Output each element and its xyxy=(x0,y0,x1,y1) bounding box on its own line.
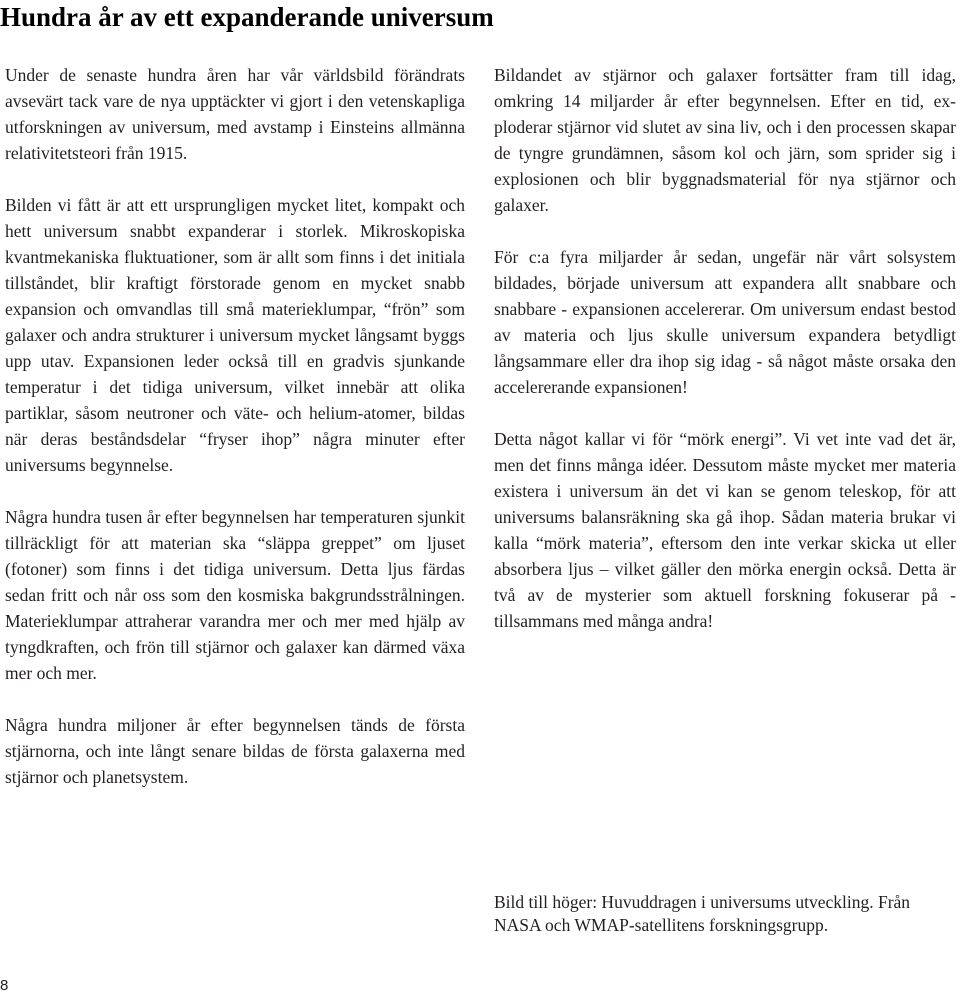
paragraph-first-stars: Några hundra miljoner år efter begynnelsen tänds de första stjärnorna, och inte långt senare bildas de första galaxerna med stjärnor och planetsystem. xyxy=(5,715,465,787)
paragraph-intro: Under de senaste hundra åren har vår världsbild förändrats avsevärt tack vare de nya upptäckter vi gjort i den vetenskapliga utforskningen av universum, med avstamp i Einsteins allmänna relativitetsteori från 1915. xyxy=(5,65,465,163)
paragraph-star-formation: Bildandet av stjärnor och galaxer fortsätter fram till idag, omkring 14 miljarder år efter begynnelsen. Efter en tid, exploderar stjärnor vid slutet av sina liv, och i den processen skapar de tyngre grundämnen, såsom kol och järn, som sprider sig i explosionen och blir byggnadsmaterial för nya stjärnor och galaxer. xyxy=(494,65,956,215)
right-text-column xyxy=(494,62,956,660)
paragraph-early-universe: Bilden vi fått är att ett ursprungligen mycket litet, kompakt och hett universum snabbt expanderar i storlek. Mikroskopiska kvantmekaniska fluktuationer, som är allt som finns i det initiala tillståndet, blir kraftigt förstorade genom en mycket snabb expansion och omvandlas till små materieklumpar, “frön” som galaxer och andra strukturer i universum mycket långsamt byggs upp utav. Expansionen leder också till en gradvis sjunkande temperatur i det tidiga universum, vilket innebär att olika partiklar, såsom neutroner och väte- och helium-atomer, bildas när deras beståndsdelar “fryser ihop” några minuter efter universums begynnelse. xyxy=(5,195,465,475)
paragraph-acceleration: För c:a fyra miljarder år sedan, ungefär när vårt solsystem bildades, började universum att expandera allt snabbare och snabbare - expansionen accelererar. Om universum endast bestod av materia och ljus skulle universum expandera betydligt långsammare eller dra ihop sig idag - så något måste orsaka den accelererande expansionen! xyxy=(494,247,956,397)
page-title: Hundra år av ett expanderande universum xyxy=(0,2,494,32)
paragraph-dark-energy: Detta något kallar vi för “mörk energi”. Vi vet inte vad det är, men det finns många idéer. Dessutom måste mycket mer materia existera i universum än det vi kan se genom teleskop, för att universums balansräkning ska gå ihop. Sådan materia brukar vi kalla “mörk materia”, eftersom den inte verkar skicka ut eller absorbera ljus – vilket gäller den mörka energin också. Detta är två av de mysterier som aktuell forskning fokuserar på - tillsammans med många andra! xyxy=(494,429,956,631)
left-text-column xyxy=(5,62,465,816)
image-caption: Bild till höger: Huvuddragen i universums utveckling. Från NASA och WMAP-satellitens forskningsgrupp. xyxy=(494,892,911,935)
page-number: 8 xyxy=(0,977,9,994)
paragraph-background-radiation: Några hundra tusen år efter begynnelsen har temperaturen sjunkit tillräckligt för att materian ska “släppa greppet” om ljuset (fotoner) som finns i det tidiga universum. Detta ljus färdas sedan fritt och når oss som den kosmiska bakgrundsstrålningen. Materieklumpar attraherar varandra mer och mer med hjälp av tyngdkraften, och frön till stjärnor och galaxer kan därmed växa mer och mer. xyxy=(5,507,465,683)
